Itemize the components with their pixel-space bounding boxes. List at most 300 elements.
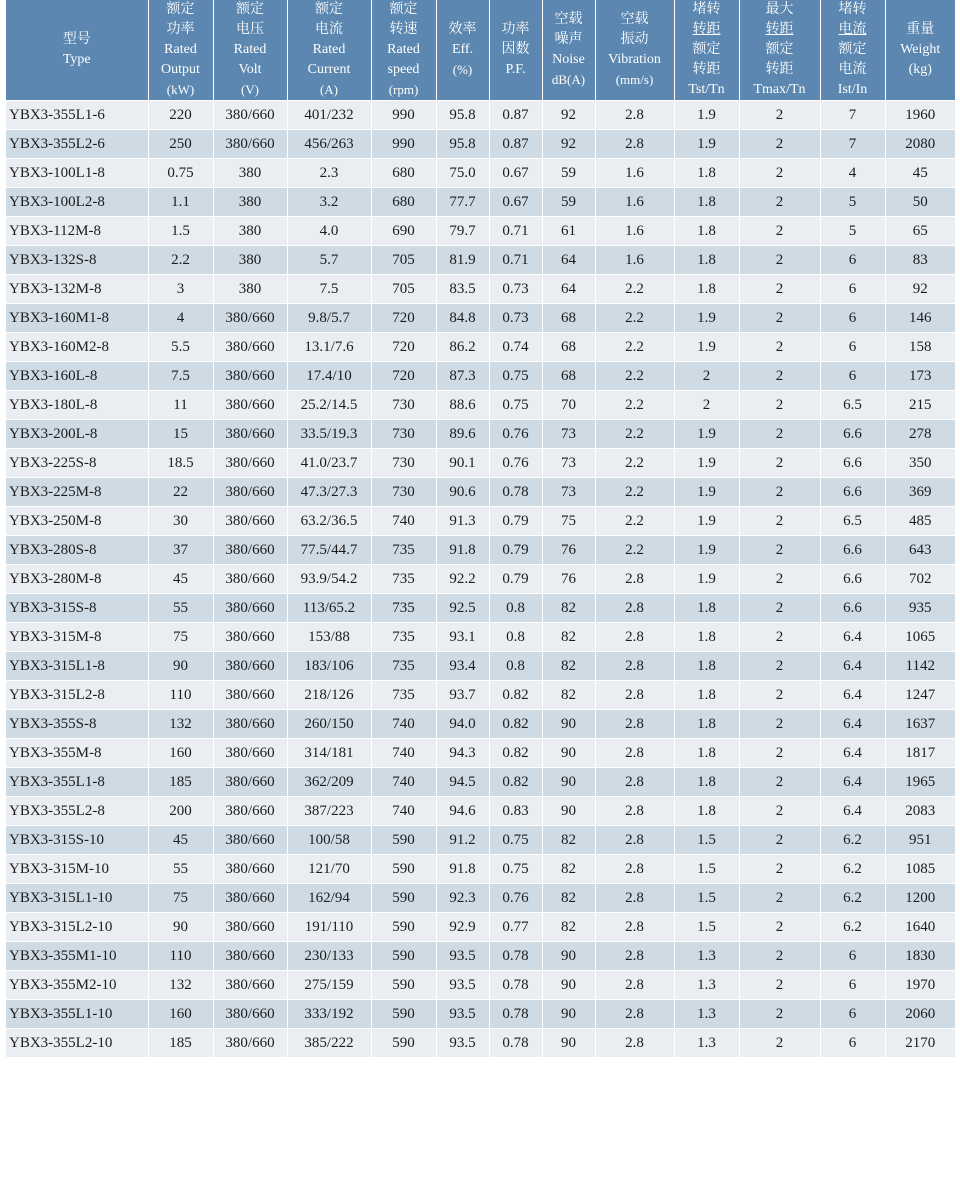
cell-weight: 2170	[885, 1029, 955, 1058]
cell-noise: 92	[542, 101, 595, 130]
cell-rated-output: 3	[148, 275, 213, 304]
table-row	[6, 159, 955, 188]
cell-max-torque-ratio: 2	[739, 623, 820, 652]
cell-locked-current-ratio: 6.4	[820, 652, 885, 681]
cell-rated-speed: 590	[371, 826, 436, 855]
header-locked-current-ratio	[820, 0, 885, 101]
cell-power-factor: 0.79	[489, 565, 542, 594]
cell-locked-current-ratio: 6.4	[820, 710, 885, 739]
cell-vibration: 1.6	[595, 217, 674, 246]
cell-rated-current: 230/133	[287, 942, 371, 971]
cell-vibration: 2.2	[595, 362, 674, 391]
header-row	[6, 0, 955, 101]
cell-rated-current: 183/106	[287, 652, 371, 681]
table-row	[6, 942, 955, 971]
cell-weight: 1960	[885, 101, 955, 130]
cell-noise: 76	[542, 536, 595, 565]
cell-efficiency: 92.9	[436, 913, 489, 942]
cell-weight: 1965	[885, 768, 955, 797]
header-vibration-line: Vibration	[608, 52, 661, 67]
cell-noise: 82	[542, 681, 595, 710]
cell-max-torque-ratio: 2	[739, 652, 820, 681]
cell-efficiency: 93.5	[436, 1000, 489, 1029]
cell-rated-output: 4	[148, 304, 213, 333]
cell-rated-volt: 380/660	[213, 710, 287, 739]
table-row	[6, 768, 955, 797]
cell-weight: 65	[885, 217, 955, 246]
cell-max-torque-ratio: 2	[739, 159, 820, 188]
cell-power-factor: 0.73	[489, 275, 542, 304]
header-rated-current-line: 额定	[315, 2, 343, 17]
cell-efficiency: 91.8	[436, 855, 489, 884]
cell-max-torque-ratio: 2	[739, 855, 820, 884]
cell-noise: 59	[542, 188, 595, 217]
cell-rated-current: 121/70	[287, 855, 371, 884]
cell-power-factor: 0.67	[489, 188, 542, 217]
cell-efficiency: 92.2	[436, 565, 489, 594]
spec-table-wrapper	[6, 0, 955, 1057]
cell-rated-speed: 740	[371, 739, 436, 768]
cell-locked-torque-ratio: 1.9	[674, 478, 739, 507]
cell-locked-torque-ratio: 1.8	[674, 768, 739, 797]
cell-type: YBX3-225S-8	[6, 449, 148, 478]
header-rated-volt-line: 额定	[236, 2, 264, 17]
cell-rated-output: 45	[148, 565, 213, 594]
cell-rated-volt: 380/660	[213, 536, 287, 565]
cell-rated-volt: 380/660	[213, 304, 287, 333]
cell-rated-current: 3.2	[287, 188, 371, 217]
cell-rated-volt: 380/660	[213, 420, 287, 449]
cell-rated-current: 17.4/10	[287, 362, 371, 391]
table-header	[6, 0, 955, 101]
cell-noise: 90	[542, 710, 595, 739]
cell-locked-current-ratio: 6.2	[820, 884, 885, 913]
header-locked-torque-ratio-line: Tst/Tn	[688, 82, 725, 97]
table-row	[6, 333, 955, 362]
cell-power-factor: 0.74	[489, 333, 542, 362]
header-rated-speed-line: (rpm)	[388, 82, 419, 97]
cell-locked-current-ratio: 6.4	[820, 768, 885, 797]
cell-locked-torque-ratio: 1.8	[674, 797, 739, 826]
motor-spec-table	[6, 0, 955, 1057]
header-rated-volt-line: 电压	[236, 22, 264, 37]
cell-rated-current: 77.5/44.7	[287, 536, 371, 565]
cell-efficiency: 91.8	[436, 536, 489, 565]
cell-max-torque-ratio: 2	[739, 681, 820, 710]
cell-rated-output: 37	[148, 536, 213, 565]
header-rated-output-line: (kW)	[166, 82, 195, 97]
cell-efficiency: 87.3	[436, 362, 489, 391]
cell-weight: 1142	[885, 652, 955, 681]
cell-vibration: 1.6	[595, 246, 674, 275]
cell-rated-volt: 380/660	[213, 391, 287, 420]
header-weight-line: 重量	[906, 22, 935, 37]
cell-rated-output: 160	[148, 1000, 213, 1029]
cell-power-factor: 0.75	[489, 826, 542, 855]
cell-rated-speed: 590	[371, 1029, 436, 1058]
cell-max-torque-ratio: 2	[739, 449, 820, 478]
header-max-torque-ratio-line: 转距	[765, 22, 794, 37]
header-vibration	[595, 0, 674, 101]
cell-type: YBX3-355S-8	[6, 710, 148, 739]
cell-type: YBX3-132M-8	[6, 275, 148, 304]
cell-weight: 1640	[885, 913, 955, 942]
cell-rated-output: 2.2	[148, 246, 213, 275]
cell-rated-volt: 380/660	[213, 1029, 287, 1058]
table-row	[6, 971, 955, 1000]
cell-locked-torque-ratio: 1.5	[674, 884, 739, 913]
cell-power-factor: 0.79	[489, 536, 542, 565]
header-rated-speed-line: 转速	[389, 22, 418, 37]
table-row	[6, 391, 955, 420]
cell-rated-output: 75	[148, 884, 213, 913]
cell-rated-current: 314/181	[287, 739, 371, 768]
cell-rated-volt: 380/660	[213, 652, 287, 681]
cell-rated-speed: 730	[371, 420, 436, 449]
cell-rated-output: 110	[148, 942, 213, 971]
cell-type: YBX3-315L1-10	[6, 884, 148, 913]
cell-locked-torque-ratio: 1.8	[674, 246, 739, 275]
cell-locked-torque-ratio: 2	[674, 391, 739, 420]
cell-weight: 2060	[885, 1000, 955, 1029]
cell-locked-current-ratio: 6.2	[820, 855, 885, 884]
header-efficiency	[436, 0, 489, 101]
header-efficiency-line: Eff.	[451, 42, 474, 57]
cell-locked-current-ratio: 6	[820, 971, 885, 1000]
cell-locked-torque-ratio: 1.3	[674, 1000, 739, 1029]
cell-efficiency: 86.2	[436, 333, 489, 362]
cell-rated-volt: 380/660	[213, 681, 287, 710]
cell-weight: 1085	[885, 855, 955, 884]
cell-max-torque-ratio: 2	[739, 884, 820, 913]
table-row	[6, 623, 955, 652]
header-locked-current-ratio-line: 电流	[838, 22, 867, 37]
cell-max-torque-ratio: 2	[739, 913, 820, 942]
header-noise	[542, 0, 595, 101]
cell-rated-volt: 380/660	[213, 739, 287, 768]
cell-rated-current: 153/88	[287, 623, 371, 652]
header-max-torque-ratio-line: 最大	[765, 2, 794, 17]
cell-locked-current-ratio: 6	[820, 1000, 885, 1029]
cell-vibration: 2.8	[595, 739, 674, 768]
cell-efficiency: 95.8	[436, 130, 489, 159]
cell-vibration: 2.8	[595, 797, 674, 826]
cell-max-torque-ratio: 2	[739, 971, 820, 1000]
table-row	[6, 275, 955, 304]
cell-weight: 50	[885, 188, 955, 217]
cell-locked-current-ratio: 6.5	[820, 391, 885, 420]
cell-max-torque-ratio: 2	[739, 246, 820, 275]
cell-rated-volt: 380/660	[213, 971, 287, 1000]
cell-locked-torque-ratio: 1.8	[674, 188, 739, 217]
header-rated-output-line: 额定	[166, 2, 195, 17]
cell-noise: 82	[542, 855, 595, 884]
header-rated-current-line: Rated	[312, 42, 346, 57]
cell-rated-volt: 380/660	[213, 101, 287, 130]
cell-noise: 59	[542, 159, 595, 188]
cell-locked-torque-ratio: 1.9	[674, 420, 739, 449]
cell-rated-current: 456/263	[287, 130, 371, 159]
header-rated-volt	[213, 0, 287, 101]
cell-locked-current-ratio: 6.2	[820, 826, 885, 855]
cell-locked-current-ratio: 6.5	[820, 507, 885, 536]
cell-noise: 90	[542, 797, 595, 826]
cell-locked-current-ratio: 6.6	[820, 594, 885, 623]
cell-rated-output: 11	[148, 391, 213, 420]
cell-type: YBX3-355L1-6	[6, 101, 148, 130]
cell-efficiency: 79.7	[436, 217, 489, 246]
cell-rated-speed: 740	[371, 768, 436, 797]
cell-locked-current-ratio: 6.6	[820, 420, 885, 449]
cell-rated-speed: 735	[371, 623, 436, 652]
cell-rated-speed: 990	[371, 130, 436, 159]
cell-vibration: 2.8	[595, 1029, 674, 1058]
cell-rated-volt: 380/660	[213, 507, 287, 536]
cell-rated-volt: 380	[213, 159, 287, 188]
cell-rated-output: 185	[148, 1029, 213, 1058]
cell-rated-output: 200	[148, 797, 213, 826]
header-efficiency-line: 效率	[448, 22, 477, 37]
cell-type: YBX3-315L2-8	[6, 681, 148, 710]
cell-max-torque-ratio: 2	[739, 333, 820, 362]
cell-rated-output: 18.5	[148, 449, 213, 478]
cell-efficiency: 81.9	[436, 246, 489, 275]
cell-vibration: 2.8	[595, 826, 674, 855]
header-max-torque-ratio-line: 额定	[765, 42, 794, 57]
header-rated-current	[287, 0, 371, 101]
header-noise-line: dB(A)	[551, 72, 586, 87]
cell-rated-current: 260/150	[287, 710, 371, 739]
cell-max-torque-ratio: 2	[739, 739, 820, 768]
cell-rated-speed: 735	[371, 594, 436, 623]
cell-locked-current-ratio: 6.6	[820, 536, 885, 565]
cell-locked-torque-ratio: 2	[674, 362, 739, 391]
table-row	[6, 739, 955, 768]
cell-max-torque-ratio: 2	[739, 1000, 820, 1029]
header-noise-line: 噪声	[554, 32, 583, 47]
cell-weight: 1637	[885, 710, 955, 739]
cell-noise: 68	[542, 304, 595, 333]
cell-rated-output: 110	[148, 681, 213, 710]
table-row	[6, 1000, 955, 1029]
cell-rated-volt: 380	[213, 246, 287, 275]
cell-noise: 82	[542, 913, 595, 942]
cell-type: YBX3-355L2-8	[6, 797, 148, 826]
cell-rated-speed: 590	[371, 942, 436, 971]
header-locked-current-ratio-line: Ist/In	[837, 82, 868, 97]
cell-locked-current-ratio: 6.4	[820, 739, 885, 768]
cell-noise: 70	[542, 391, 595, 420]
cell-locked-current-ratio: 7	[820, 101, 885, 130]
cell-locked-current-ratio: 6.4	[820, 681, 885, 710]
cell-rated-output: 220	[148, 101, 213, 130]
cell-rated-current: 385/222	[287, 1029, 371, 1058]
header-rated-output-line: Output	[161, 62, 200, 77]
table-row	[6, 681, 955, 710]
cell-efficiency: 95.8	[436, 101, 489, 130]
cell-rated-current: 25.2/14.5	[287, 391, 371, 420]
cell-power-factor: 0.78	[489, 942, 542, 971]
header-rated-output	[148, 0, 213, 101]
cell-locked-torque-ratio: 1.8	[674, 594, 739, 623]
cell-weight: 350	[885, 449, 955, 478]
cell-rated-volt: 380	[213, 188, 287, 217]
table-row	[6, 536, 955, 565]
cell-rated-current: 63.2/36.5	[287, 507, 371, 536]
cell-type: YBX3-100L2-8	[6, 188, 148, 217]
cell-efficiency: 90.1	[436, 449, 489, 478]
cell-efficiency: 90.6	[436, 478, 489, 507]
cell-rated-speed: 735	[371, 681, 436, 710]
table-row	[6, 1029, 955, 1058]
cell-locked-torque-ratio: 1.8	[674, 217, 739, 246]
cell-max-torque-ratio: 2	[739, 478, 820, 507]
cell-vibration: 2.8	[595, 971, 674, 1000]
cell-locked-current-ratio: 6.6	[820, 565, 885, 594]
cell-weight: 1970	[885, 971, 955, 1000]
cell-type: YBX3-355L1-10	[6, 1000, 148, 1029]
cell-rated-current: 5.7	[287, 246, 371, 275]
cell-locked-current-ratio: 6	[820, 246, 885, 275]
table-row	[6, 130, 955, 159]
cell-noise: 90	[542, 942, 595, 971]
cell-rated-current: 2.3	[287, 159, 371, 188]
cell-rated-speed: 730	[371, 391, 436, 420]
cell-weight: 2083	[885, 797, 955, 826]
cell-efficiency: 91.3	[436, 507, 489, 536]
cell-locked-torque-ratio: 1.3	[674, 971, 739, 1000]
table-row	[6, 913, 955, 942]
header-efficiency-line: (%)	[452, 62, 473, 77]
cell-noise: 73	[542, 478, 595, 507]
cell-rated-volt: 380/660	[213, 449, 287, 478]
cell-rated-current: 47.3/27.3	[287, 478, 371, 507]
cell-rated-speed: 680	[371, 188, 436, 217]
cell-vibration: 2.8	[595, 942, 674, 971]
cell-vibration: 2.8	[595, 855, 674, 884]
cell-locked-current-ratio: 4	[820, 159, 885, 188]
header-rated-current-line: (A)	[319, 82, 339, 97]
cell-locked-torque-ratio: 1.8	[674, 739, 739, 768]
cell-vibration: 2.8	[595, 710, 674, 739]
cell-efficiency: 93.5	[436, 942, 489, 971]
table-row	[6, 449, 955, 478]
cell-max-torque-ratio: 2	[739, 304, 820, 333]
cell-weight: 1830	[885, 942, 955, 971]
cell-locked-torque-ratio: 1.9	[674, 304, 739, 333]
table-row	[6, 652, 955, 681]
cell-power-factor: 0.82	[489, 739, 542, 768]
table-row	[6, 246, 955, 275]
table-row	[6, 507, 955, 536]
cell-type: YBX3-160M1-8	[6, 304, 148, 333]
cell-locked-torque-ratio: 1.9	[674, 536, 739, 565]
cell-rated-output: 5.5	[148, 333, 213, 362]
cell-noise: 82	[542, 826, 595, 855]
cell-rated-output: 55	[148, 594, 213, 623]
cell-max-torque-ratio: 2	[739, 275, 820, 304]
cell-noise: 82	[542, 594, 595, 623]
cell-power-factor: 0.76	[489, 884, 542, 913]
cell-power-factor: 0.75	[489, 391, 542, 420]
cell-noise: 75	[542, 507, 595, 536]
cell-type: YBX3-315M-10	[6, 855, 148, 884]
cell-rated-volt: 380/660	[213, 1000, 287, 1029]
cell-type: YBX3-280S-8	[6, 536, 148, 565]
cell-efficiency: 89.6	[436, 420, 489, 449]
cell-rated-volt: 380/660	[213, 768, 287, 797]
cell-weight: 146	[885, 304, 955, 333]
cell-rated-speed: 740	[371, 710, 436, 739]
cell-rated-current: 93.9/54.2	[287, 565, 371, 594]
cell-efficiency: 93.5	[436, 1029, 489, 1058]
cell-rated-output: 132	[148, 710, 213, 739]
cell-max-torque-ratio: 2	[739, 768, 820, 797]
cell-max-torque-ratio: 2	[739, 565, 820, 594]
cell-max-torque-ratio: 2	[739, 130, 820, 159]
cell-rated-current: 362/209	[287, 768, 371, 797]
cell-rated-output: 132	[148, 971, 213, 1000]
cell-weight: 702	[885, 565, 955, 594]
cell-locked-current-ratio: 6	[820, 1029, 885, 1058]
cell-noise: 68	[542, 333, 595, 362]
cell-noise: 73	[542, 420, 595, 449]
cell-power-factor: 0.76	[489, 420, 542, 449]
cell-locked-torque-ratio: 1.8	[674, 159, 739, 188]
cell-max-torque-ratio: 2	[739, 391, 820, 420]
cell-rated-output: 15	[148, 420, 213, 449]
cell-rated-current: 13.1/7.6	[287, 333, 371, 362]
cell-weight: 83	[885, 246, 955, 275]
cell-rated-volt: 380/660	[213, 623, 287, 652]
cell-weight: 158	[885, 333, 955, 362]
cell-power-factor: 0.78	[489, 478, 542, 507]
cell-locked-torque-ratio: 1.3	[674, 1029, 739, 1058]
header-weight	[885, 0, 955, 101]
cell-vibration: 2.8	[595, 101, 674, 130]
cell-efficiency: 94.0	[436, 710, 489, 739]
cell-noise: 82	[542, 652, 595, 681]
cell-type: YBX3-160L-8	[6, 362, 148, 391]
cell-noise: 82	[542, 884, 595, 913]
cell-weight: 1200	[885, 884, 955, 913]
cell-rated-current: 162/94	[287, 884, 371, 913]
cell-locked-torque-ratio: 1.8	[674, 652, 739, 681]
cell-rated-volt: 380	[213, 217, 287, 246]
cell-power-factor: 0.82	[489, 681, 542, 710]
cell-max-torque-ratio: 2	[739, 188, 820, 217]
cell-rated-current: 333/192	[287, 1000, 371, 1029]
cell-noise: 73	[542, 449, 595, 478]
cell-rated-speed: 720	[371, 362, 436, 391]
cell-rated-current: 401/232	[287, 101, 371, 130]
table-row	[6, 362, 955, 391]
cell-efficiency: 92.5	[436, 594, 489, 623]
cell-noise: 61	[542, 217, 595, 246]
cell-efficiency: 84.8	[436, 304, 489, 333]
cell-rated-current: 33.5/19.3	[287, 420, 371, 449]
header-rated-output-line: Rated	[164, 42, 197, 57]
cell-rated-output: 250	[148, 130, 213, 159]
header-noise-line: 空载	[554, 12, 583, 27]
cell-rated-speed: 690	[371, 217, 436, 246]
table-row	[6, 420, 955, 449]
cell-rated-output: 0.75	[148, 159, 213, 188]
cell-vibration: 2.8	[595, 652, 674, 681]
cell-rated-current: 7.5	[287, 275, 371, 304]
cell-locked-current-ratio: 6.4	[820, 623, 885, 652]
cell-weight: 2080	[885, 130, 955, 159]
